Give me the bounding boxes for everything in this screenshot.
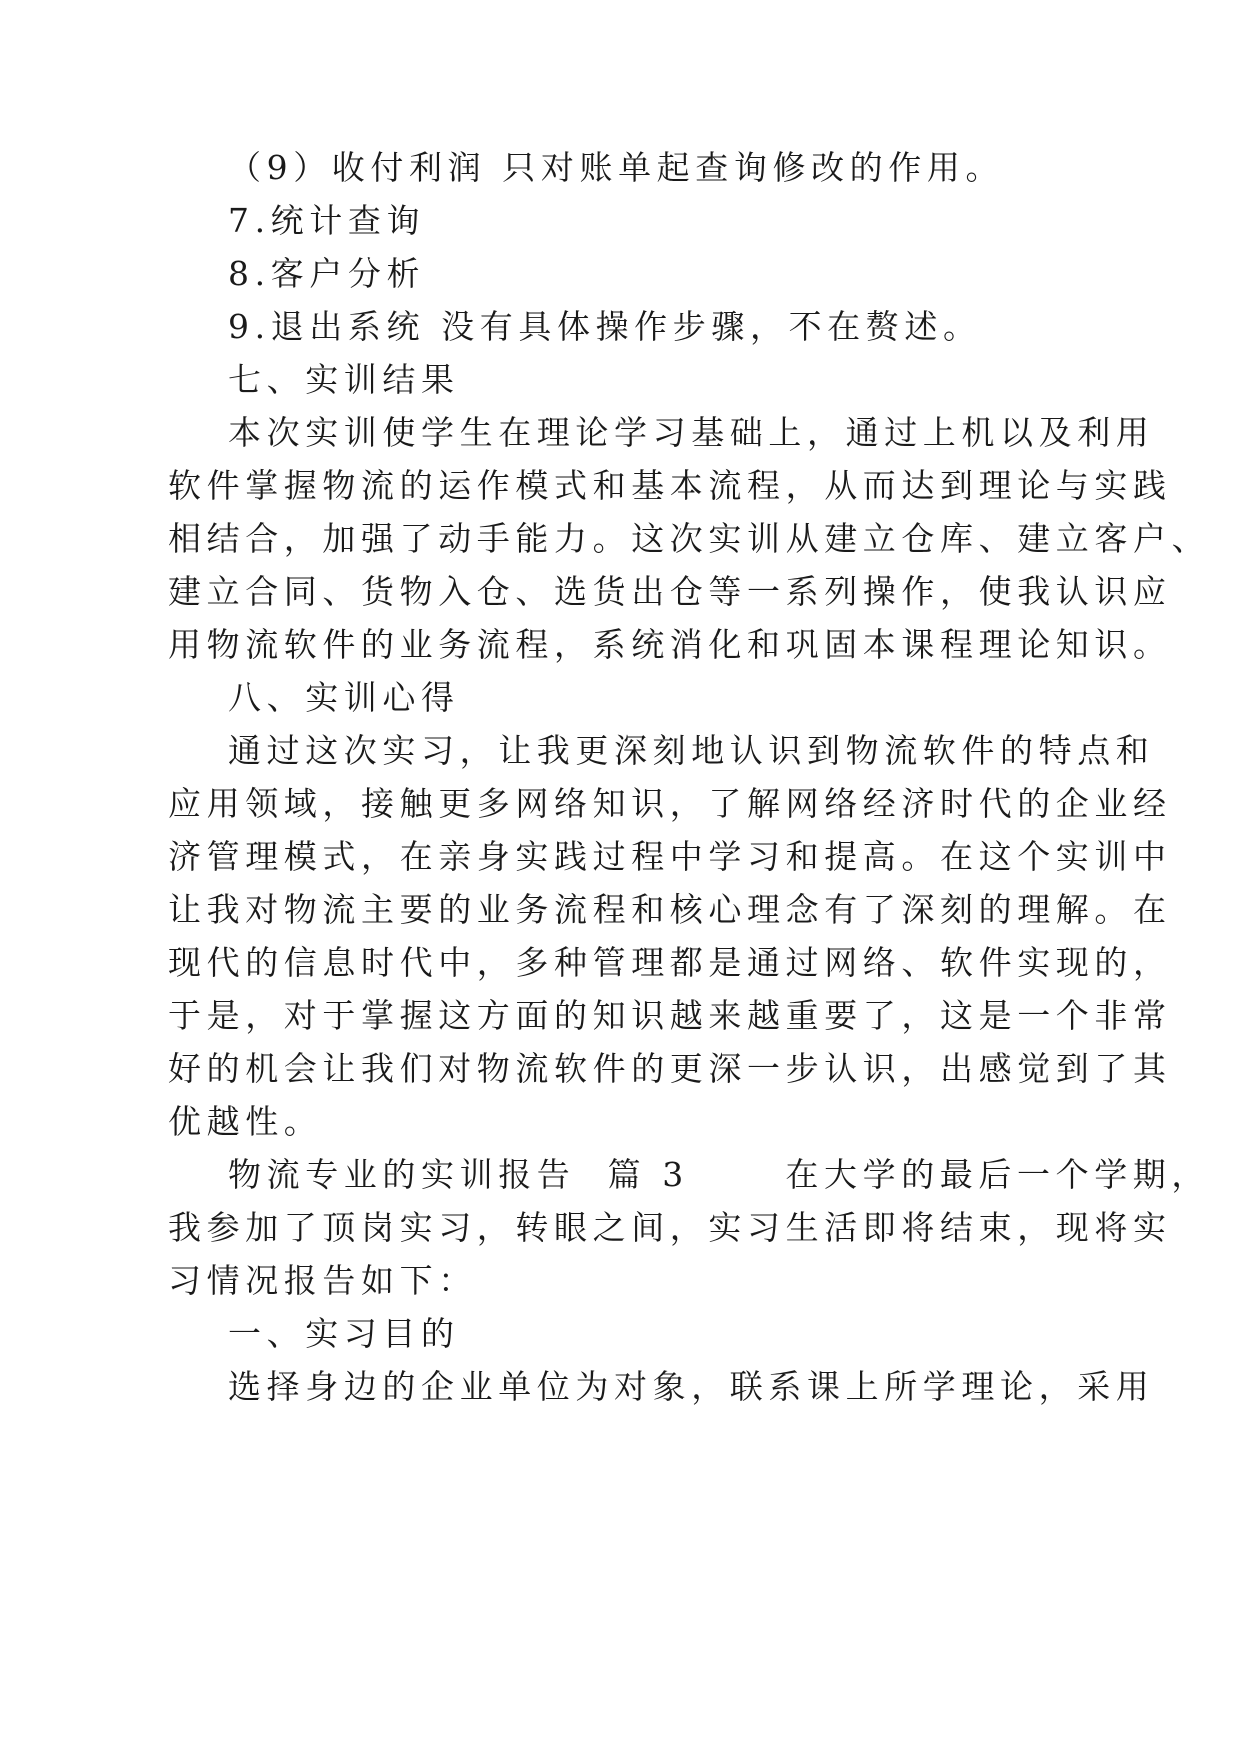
paragraph-purpose-line: 选择身边的企业单位为对象，联系课上所学理论，采用 [228, 1367, 1155, 1406]
paragraph-results-line: 本次实训使学生在理论学习基础上，通过上机以及利用 [228, 413, 1155, 452]
paragraph-results-line: 软件掌握物流的运作模式和基本流程，从而达到理论与实践 [168, 466, 1172, 505]
paragraph-reflection-line: 优越性。 [168, 1102, 323, 1141]
section-heading-purpose: 一、实习目的 [228, 1314, 460, 1353]
paragraph-reflection-line: 通过这次实习，让我更深刻地认识到物流软件的特点和 [228, 731, 1155, 770]
paragraph-results-line: 用物流软件的业务流程，系统消化和巩固本课程理论知识。 [168, 625, 1172, 664]
paragraph-reflection-line: 好的机会让我们对物流软件的更深一步认识，出感觉到了其 [168, 1049, 1172, 1088]
list-item-8-customer: 8.客户分析 [228, 254, 426, 293]
paragraph-reflection-line: 让我对物流主要的业务流程和核心理念有了深刻的理解。在 [168, 890, 1172, 929]
report-3-intro-line: 物流专业的实训报告 篇 3 在大学的最后一个学期， [228, 1155, 1211, 1194]
report-3-intro-line: 我参加了顶岗实习，转眼之间，实习生活即将结束，现将实 [168, 1208, 1172, 1247]
list-item-9-exit: 9.退出系统 没有具体操作步骤，不在赘述。 [228, 307, 982, 346]
paragraph-results-line: 建立合同、货物入仓、选货出仓等一系列操作，使我认识应 [168, 572, 1172, 611]
paragraph-reflection-line: 济管理模式，在亲身实践过程中学习和提高。在这个实训中 [168, 837, 1172, 876]
paragraph-results-line: 相结合，加强了动手能力。这次实训从建立仓库、建立客户、 [168, 519, 1211, 558]
report-3-intro-line: 习情况报告如下： [168, 1261, 477, 1300]
list-item-9-profit: （9）收付利润 只对账单起查询修改的作用。 [228, 148, 1005, 187]
list-item-7-statistics: 7.统计查询 [228, 201, 426, 240]
section-heading-reflection: 八、实训心得 [228, 678, 460, 717]
paragraph-reflection-line: 现代的信息时代中，多种管理都是通过网络、软件实现的， [168, 943, 1172, 982]
section-heading-results: 七、实训结果 [228, 360, 460, 399]
paragraph-reflection-line: 应用领域，接触更多网络知识，了解网络经济时代的企业经 [168, 784, 1172, 823]
paragraph-reflection-line: 于是，对于掌握这方面的知识越来越重要了，这是一个非常 [168, 996, 1172, 1035]
